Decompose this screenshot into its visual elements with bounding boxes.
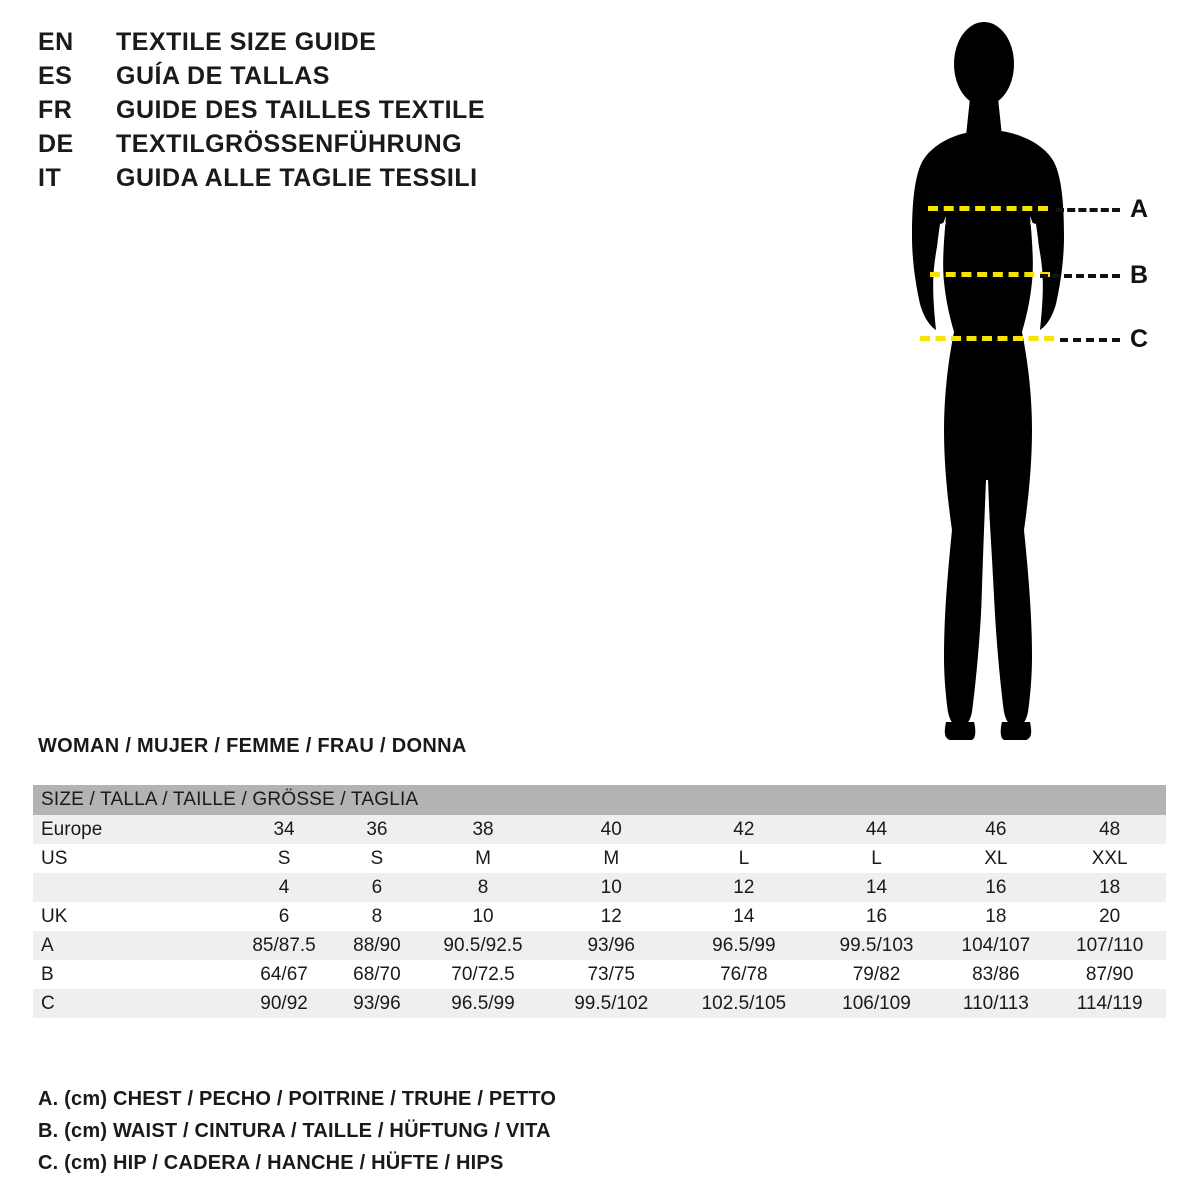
cell: XL: [984, 847, 1008, 869]
cell: 14: [865, 876, 888, 898]
cell: M: [475, 847, 491, 869]
cell: 70/72.5: [451, 963, 515, 985]
cell: 88/90: [353, 934, 401, 956]
table-header-row: [33, 785, 1166, 815]
row-label-us-numeric: [33, 873, 231, 902]
measure-line-waist: [930, 272, 1050, 277]
row-label-us: US: [41, 847, 68, 869]
language-title-block: [38, 28, 658, 198]
measurement-legend: [38, 1088, 556, 1184]
cell: 4: [278, 876, 290, 898]
cell: XXL: [1091, 847, 1128, 869]
leader-line-chest: [1056, 208, 1120, 212]
title-text-en: TEXTILE SIZE GUIDE: [116, 28, 377, 56]
cell: 96.5/99: [712, 934, 776, 956]
cell: 79/82: [852, 963, 901, 985]
cell: 99.5/102: [574, 992, 649, 1014]
table-row: [33, 844, 1166, 873]
cell: 36: [366, 818, 388, 840]
cell: 10: [600, 876, 622, 898]
language-code-fr: FR: [38, 96, 73, 124]
cell: 93/96: [587, 934, 635, 956]
language-code-it: IT: [38, 164, 62, 192]
cell: 16: [985, 876, 1007, 898]
size-table-body: [33, 815, 1166, 1018]
cell: S: [370, 847, 384, 869]
cell: L: [871, 847, 882, 869]
size-table-head: [33, 785, 1166, 815]
marker-label-c: C: [1130, 325, 1149, 353]
table-row: [33, 873, 1166, 902]
cell: 16: [865, 905, 888, 927]
cell: 104/107: [961, 934, 1031, 956]
cell: 34: [273, 818, 295, 840]
section-caption-woman: WOMAN / MUJER / FEMME / FRAU / DONNA: [38, 735, 467, 757]
measure-line-chest: [928, 206, 1048, 211]
cell: 73/75: [587, 963, 635, 985]
title-row-it: [38, 164, 658, 198]
marker-label-b: B: [1130, 261, 1149, 289]
size-table-header-label: SIZE / TALLA / TAILLE / GRÖSSE / TAGLIA: [33, 785, 1166, 815]
cell: 10: [472, 905, 494, 927]
cell: 85/87.5: [252, 934, 316, 956]
cell: L: [738, 847, 750, 869]
female-silhouette-icon: [860, 10, 1190, 750]
cell: 8: [371, 905, 383, 927]
measure-line-hip: [920, 336, 1054, 341]
cell: 38: [472, 818, 494, 840]
cell: 83/86: [972, 963, 1020, 985]
title-row-fr: [38, 96, 658, 130]
cell: 40: [600, 818, 622, 840]
cell: 87/90: [1085, 963, 1134, 985]
cell: 64/67: [260, 963, 308, 985]
row-label-europe: Europe: [41, 818, 103, 840]
size-table-wrapper: [33, 785, 1166, 1018]
leader-line-waist: [1040, 274, 1120, 278]
cell: 110/113: [962, 992, 1029, 1014]
cell: 90/92: [260, 992, 308, 1014]
female-body-figure: [860, 10, 1190, 750]
cell: 68/70: [353, 963, 401, 985]
cell: 99.5/103: [839, 934, 914, 956]
cell: 96.5/99: [451, 992, 515, 1014]
cell: 44: [865, 818, 888, 840]
cell: 20: [1099, 905, 1121, 927]
table-row: [33, 902, 1166, 931]
table-row: [33, 815, 1166, 844]
cell: M: [603, 847, 620, 869]
cell: 42: [733, 818, 755, 840]
legend-line-c: C. (cm) HIP / CADERA / HANCHE / HÜFTE / HIPS: [38, 1152, 504, 1174]
title-row-es: [38, 62, 658, 96]
table-row: [33, 960, 1166, 989]
title-text-fr: GUIDE DES TAILLES TEXTILE: [116, 96, 486, 124]
title-row-en: [38, 28, 658, 62]
cell: 102.5/105: [701, 992, 787, 1014]
row-label-a: A: [41, 934, 54, 956]
cell: 107/110: [1076, 934, 1144, 956]
cell: 18: [1099, 876, 1121, 898]
size-table: [33, 785, 1166, 1018]
cell: 12: [600, 905, 622, 927]
language-code-es: ES: [38, 62, 73, 90]
language-code-en: EN: [38, 28, 74, 56]
cell: 18: [985, 905, 1007, 927]
legend-line-b: B. (cm) WAIST / CINTURA / TAILLE / HÜFTUNG / VITA: [38, 1120, 551, 1142]
title-row-de: [38, 130, 658, 164]
cell: 114/119: [1076, 992, 1143, 1014]
cell: 8: [477, 876, 489, 898]
row-label-uk: UK: [41, 905, 68, 927]
cell: 106/109: [842, 992, 911, 1014]
language-code-de: DE: [38, 130, 74, 158]
leader-line-hip: [1060, 338, 1120, 342]
row-label-c: C: [41, 992, 55, 1014]
title-text-it: GUIDA ALLE TAGLIE TESSILI: [116, 164, 478, 192]
table-row: [33, 989, 1166, 1018]
row-label-b: B: [41, 963, 54, 985]
table-row: [33, 931, 1166, 960]
cell: 12: [733, 876, 755, 898]
cell: 46: [985, 818, 1007, 840]
title-text-es: GUÍA DE TALLAS: [116, 62, 330, 90]
cell: 90.5/92.5: [443, 934, 523, 956]
cell: 6: [371, 876, 383, 898]
title-text-de: TEXTILGRÖSSENFÜHRUNG: [116, 130, 463, 158]
cell: 93/96: [353, 992, 401, 1014]
marker-label-a: A: [1130, 195, 1149, 223]
cell: 6: [278, 905, 290, 927]
cell: 14: [733, 905, 755, 927]
cell: 76/78: [720, 963, 768, 985]
legend-line-a: A. (cm) CHEST / PECHO / POITRINE / TRUHE / PETTO: [38, 1088, 557, 1110]
cell: S: [277, 847, 291, 869]
cell: 48: [1099, 818, 1121, 840]
